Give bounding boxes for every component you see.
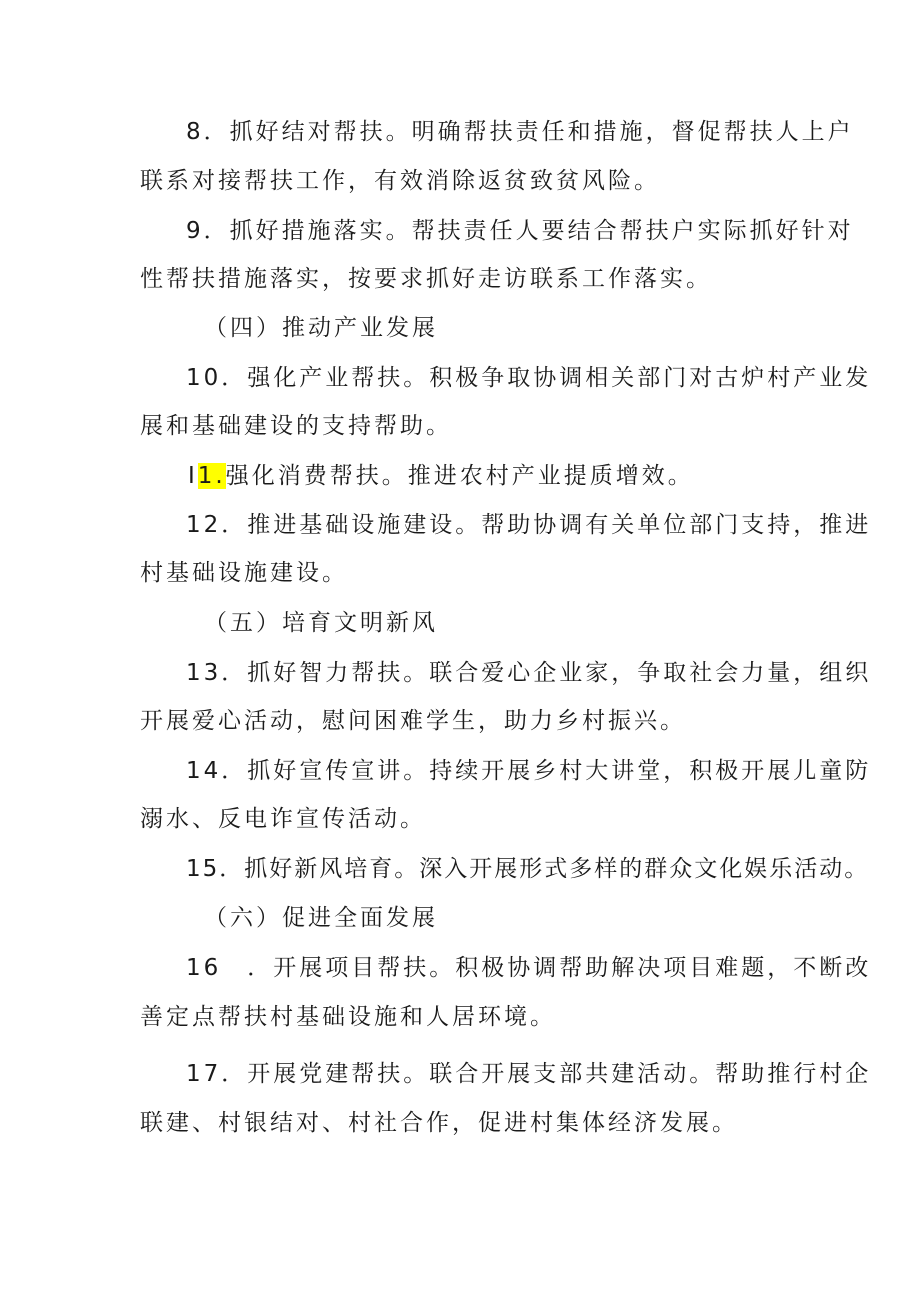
section-heading-4: （四）推动产业发展 — [204, 315, 438, 341]
paragraph-14-line-1: 14．抓好宣传宣讲。持续开展乡村大讲堂，积极开展儿童防 — [186, 758, 872, 784]
paragraph-11-line — [188, 461, 694, 491]
paragraph-14-line-2: 溺水、反电诈宣传活动。 — [140, 806, 426, 832]
paragraph-13-line-2: 开展爱心活动，慰问困难学生，助力乡村振兴。 — [140, 708, 686, 734]
section-heading-5: （五）培育文明新风 — [204, 610, 438, 636]
paragraph-9-line-2: 性帮扶措施落实，按要求抓好走访联系工作落实。 — [140, 266, 712, 292]
paragraph-16-line-1: 16 ．开展项目帮扶。积极协调帮助解决项目难题，不断改 — [186, 955, 872, 981]
paragraph-10-line-1: 10．强化产业帮扶。积极争取协调相关部门对古炉村产业发 — [186, 365, 872, 391]
paragraph-9-line-1: 9．抓好措施落实。帮扶责任人要结合帮扶户实际抓好针对 — [186, 218, 854, 244]
paragraph-11-text: 强化消费帮扶。推进农村产业提质增效。 — [225, 463, 694, 489]
highlighted-number: 1. — [197, 463, 226, 489]
paragraph-13-line-1: 13．抓好智力帮扶。联合爱心企业家，争取社会力量，组织 — [186, 660, 872, 686]
paragraph-12-line-1: 12．推进基础设施建设。帮助协调有关单位部门支持，推进 — [186, 512, 872, 538]
paragraph-17-line-1: 17．开展党建帮扶。联合开展支部共建活动。帮助推行村企 — [186, 1061, 872, 1087]
paragraph-8-line-1: 8．抓好结对帮扶。明确帮扶责任和措施，督促帮扶人上户 — [186, 119, 854, 145]
paragraph-17-line-2: 联建、村银结对、村社合作，促进村集体经济发展。 — [140, 1110, 738, 1136]
paragraph-12-line-2: 村基础设施建设。 — [140, 560, 348, 586]
paragraph-16-line-2: 善定点帮扶村基础设施和人居环境。 — [140, 1004, 556, 1030]
paragraph-15-line: 15．抓好新风培育。深入开展形式多样的群众文化娱乐活动。 — [186, 856, 870, 882]
paragraph-8-line-2: 联系对接帮扶工作，有效消除返贫致贫风险。 — [140, 168, 660, 194]
section-heading-6: （六）促进全面发展 — [204, 905, 438, 931]
paragraph-11-prefix: I — [188, 463, 198, 489]
paragraph-10-line-2: 展和基础建设的支持帮助。 — [140, 413, 452, 439]
